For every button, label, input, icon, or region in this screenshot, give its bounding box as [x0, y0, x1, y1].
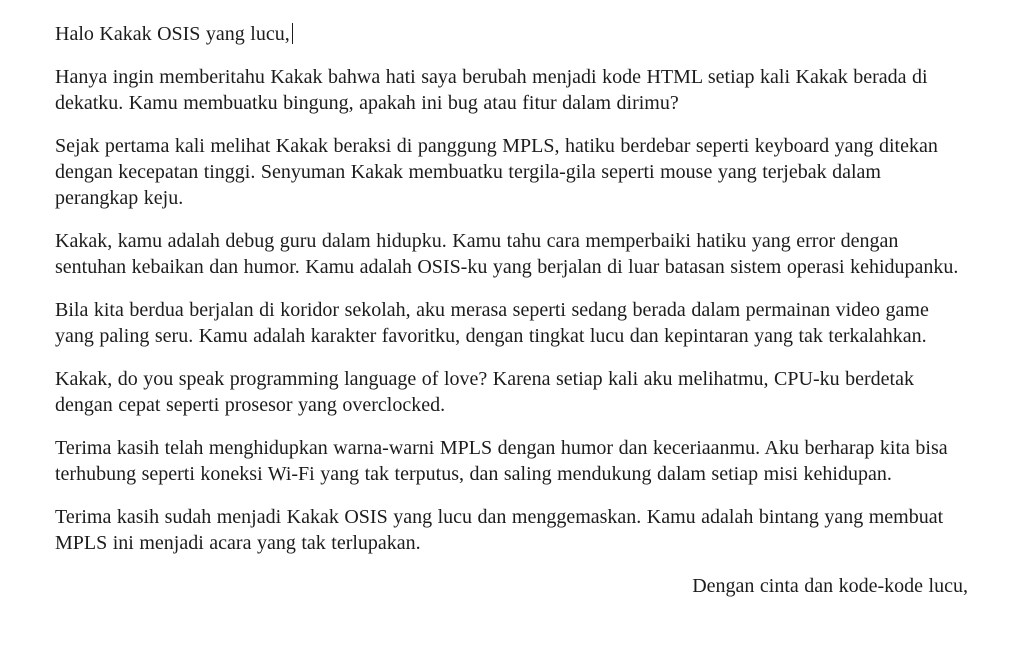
letter-greeting-text: Halo Kakak OSIS yang lucu, [55, 23, 290, 45]
letter-greeting-line[interactable] [55, 21, 968, 47]
letter-paragraph-6[interactable]: Terima kasih telah menghidupkan warna-warni MPLS dengan humor dan keceriaanmu. Aku berharap kita bisa terhubung seperti koneksi Wi-Fi yang tak terputus, dan saling mendukung dalam setiap misi kehidupan. [55, 437, 948, 485]
letter-paragraph-1[interactable]: Hanya ingin memberitahu Kakak bahwa hati saya berubah menjadi kode HTML setiap kali Kakak berada di dekatku. Kamu membuatku bingung, apakah ini bug atau fitur dalam dirimu? [55, 66, 928, 114]
letter-paragraph-2[interactable]: Sejak pertama kali melihat Kakak beraksi di panggung MPLS, hatiku berdebar seperti keyboard yang ditekan dengan kecepatan tinggi. Senyuman Kakak membuatku tergila-gila seperti mouse yang terjebak dalam perangkap keju. [55, 135, 938, 209]
letter-paragraph-7[interactable]: Terima kasih sudah menjadi Kakak OSIS yang lucu dan menggemaskan. Kamu adalah bintang yang membuat MPLS ini menjadi acara yang tak terlupakan. [55, 506, 944, 554]
letter-paragraph-5[interactable]: Kakak, do you speak programming language of love? Karena setiap kali aku melihatmu, CPU-ku berdetak dengan cepat seperti prosesor yang overclocked. [55, 368, 914, 416]
letter-paragraph-4[interactable]: Bila kita berdua berjalan di koridor sekolah, aku merasa seperti sedang berada dalam permainan video game yang paling seru. Kamu adalah karakter favoritku, dengan tingkat lucu dan kepintaran yang tak terkalahkan. [55, 299, 929, 347]
letter-paragraph-3[interactable]: Kakak, kamu adalah debug guru dalam hidupku. Kamu tahu cara memperbaiki hatiku yang error dengan sentuhan kebaikan dan humor. Kamu adalah OSIS-ku yang berjalan di luar batasan sistem operasi kehidupanku. [55, 230, 959, 278]
letter-closing[interactable]: Dengan cinta dan kode-kode lucu, [692, 575, 968, 597]
text-caret [292, 23, 294, 44]
